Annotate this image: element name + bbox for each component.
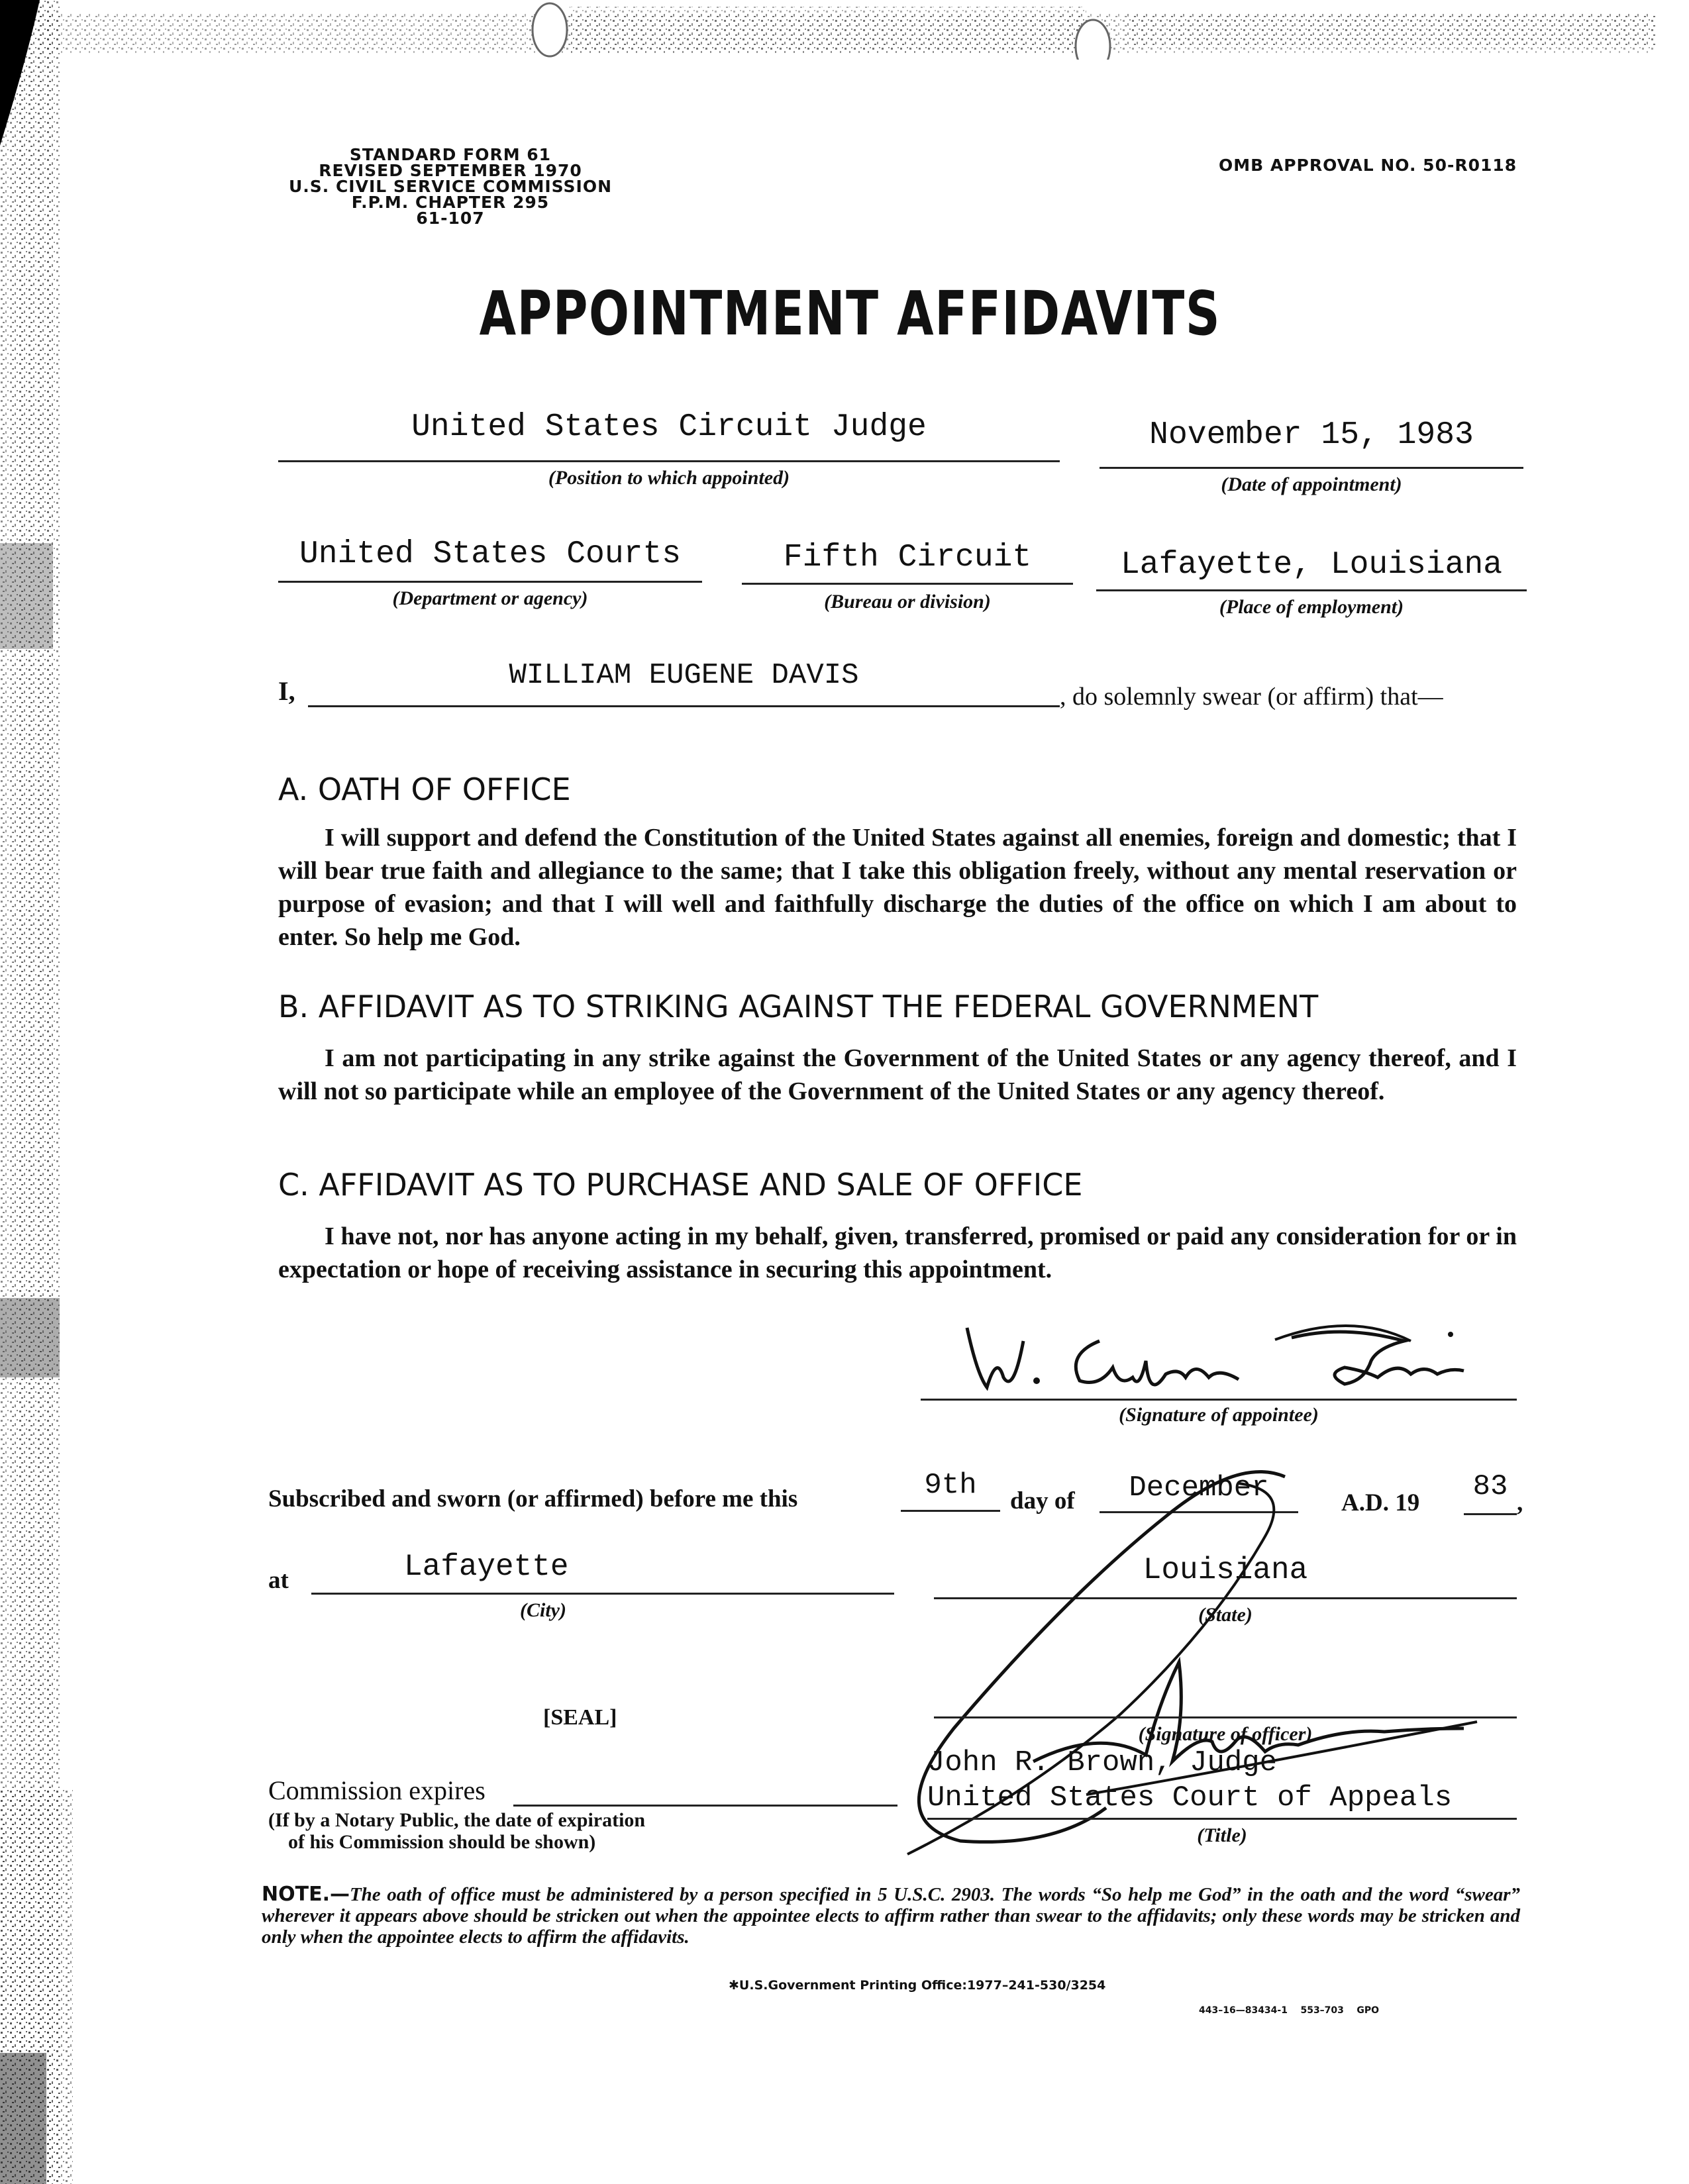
officer-signature-rule xyxy=(934,1716,1517,1718)
year-comma: , xyxy=(1517,1489,1523,1516)
position-caption: (Position to which appointed) xyxy=(548,467,790,489)
position-value: United States Circuit Judge xyxy=(411,409,927,445)
city-caption: (City) xyxy=(520,1599,566,1621)
printing-office: ✱U.S.Government Printing Office:1977–241-530/3254 xyxy=(729,1978,1106,1993)
form-id-line: U.S. CIVIL SERVICE COMMISSION xyxy=(288,177,613,196)
sworn-month: December xyxy=(1129,1471,1269,1505)
place-caption: (Place of employment) xyxy=(1219,596,1404,618)
commission-label: Commission expires xyxy=(268,1775,486,1805)
sworn-day: 9th xyxy=(924,1469,977,1502)
form-id-line: F.P.M. CHAPTER 295 xyxy=(351,193,550,212)
department-rule xyxy=(278,581,702,583)
scan-noise-top-edge xyxy=(0,0,1689,60)
section-c-text: I have not, nor has anyone acting in my behalf, given, transferred, promised or paid any consideration for or in expectation or hope of receiving assistance in securing this appointment. xyxy=(278,1222,1517,1283)
swear-prefix: I, xyxy=(278,676,295,706)
ad-label: A.D. 19 xyxy=(1341,1489,1420,1516)
omb-approval: OMB APPROVAL NO. 50-R0118 xyxy=(1219,156,1517,175)
page-title: APPOINTMENT AFFIDAVITS xyxy=(479,278,1221,349)
footer-codes: 443–16—83434-1 553–703 GPO xyxy=(1199,2005,1380,2016)
form-id-line: 61-107 xyxy=(416,209,485,228)
commission-rule xyxy=(513,1805,897,1807)
place-rule xyxy=(1096,589,1527,591)
form-id-line: STANDARD FORM 61 xyxy=(349,145,552,164)
department-value: United States Courts xyxy=(299,536,682,572)
appointee-signature-caption: (Signature of appointee) xyxy=(1119,1404,1319,1426)
officer-signature-caption: (Signature of officer) xyxy=(1138,1723,1313,1745)
state-caption: (State) xyxy=(1198,1604,1253,1626)
city-value: Lafayette xyxy=(404,1550,569,1584)
scan-noise-left-edge xyxy=(0,0,73,2184)
appointee-signature-rule xyxy=(921,1399,1517,1401)
position-rule xyxy=(278,460,1060,462)
officer-title: United States Court of Appeals xyxy=(927,1781,1453,1814)
appointee-name-rule xyxy=(308,705,1060,707)
note-block xyxy=(262,1884,1520,1948)
bureau-rule xyxy=(742,583,1073,585)
bureau-value: Fifth Circuit xyxy=(783,540,1032,575)
section-a-text: I will support and defend the Constitution of the United States against all enemies, foreign and domestic; that I will bear true faith and allegiance to the same; that I take this obligation freely, without any mental reservation or purpose of evasion; and that I will well and faithfully discharge the duties of the office on which I am about to enter. So help me God. xyxy=(278,824,1517,951)
swear-suffix: , do solemnly swear (or affirm) that— xyxy=(1060,683,1443,711)
appointee-name: WILLIAM EUGENE DAVIS xyxy=(509,659,859,692)
form-id-line: REVISED SEPTEMBER 1970 xyxy=(319,161,582,180)
officer-title-caption: (Title) xyxy=(1197,1824,1247,1846)
place-value: Lafayette, Louisiana xyxy=(1120,547,1503,583)
officer-name: John R. Brown, Judge xyxy=(927,1746,1278,1779)
city-rule xyxy=(311,1593,894,1595)
state-value: Louisiana xyxy=(1143,1553,1308,1587)
section-c-heading: C. AFFIDAVIT AS TO PURCHASE AND SALE OF OFFICE xyxy=(278,1167,1083,1203)
day-of-label: day of xyxy=(1010,1487,1075,1514)
section-b-text: I am not participating in any strike against the Government of the United States or any agency thereof, and I will not so participate while an employee of the Government of the United States or any agency thereof. xyxy=(278,1044,1517,1105)
date-of-appointment-value: November 15, 1983 xyxy=(1149,417,1474,453)
sworn-year: 83 xyxy=(1472,1470,1508,1503)
commission-note: of his Commission should be shown) xyxy=(288,1831,596,1853)
bureau-caption: (Bureau or division) xyxy=(824,591,991,613)
note-text: The oath of office must be administered by a person specified in 5 U.S.C. 2903. The words “So help me God” in the oath and the word “swear” wherever it appears above should be stricken out when the appointee elects to affirm rather than swear to the affidavits; only these words may be stricken and only when the appointee elects to affirm the affidavits. xyxy=(262,1884,1520,1948)
date-caption: (Date of appointment) xyxy=(1221,473,1402,495)
subscribed-prefix: Subscribed and sworn (or affirmed) before me this xyxy=(268,1485,798,1513)
commission-note: (If by a Notary Public, the date of expiration xyxy=(268,1809,646,1831)
form-id-block xyxy=(265,147,636,226)
section-a-heading: A. OATH OF OFFICE xyxy=(278,771,571,807)
section-b-heading: B. AFFIDAVIT AS TO STRIKING AGAINST THE FEDERAL GOVERNMENT xyxy=(278,989,1319,1024)
officer-title-rule xyxy=(927,1818,1517,1820)
at-label: at xyxy=(268,1567,289,1594)
note-label: NOTE.— xyxy=(262,1883,350,1906)
seal-label: [SEAL] xyxy=(543,1705,617,1730)
date-rule xyxy=(1100,467,1523,469)
department-caption: (Department or agency) xyxy=(392,587,588,609)
